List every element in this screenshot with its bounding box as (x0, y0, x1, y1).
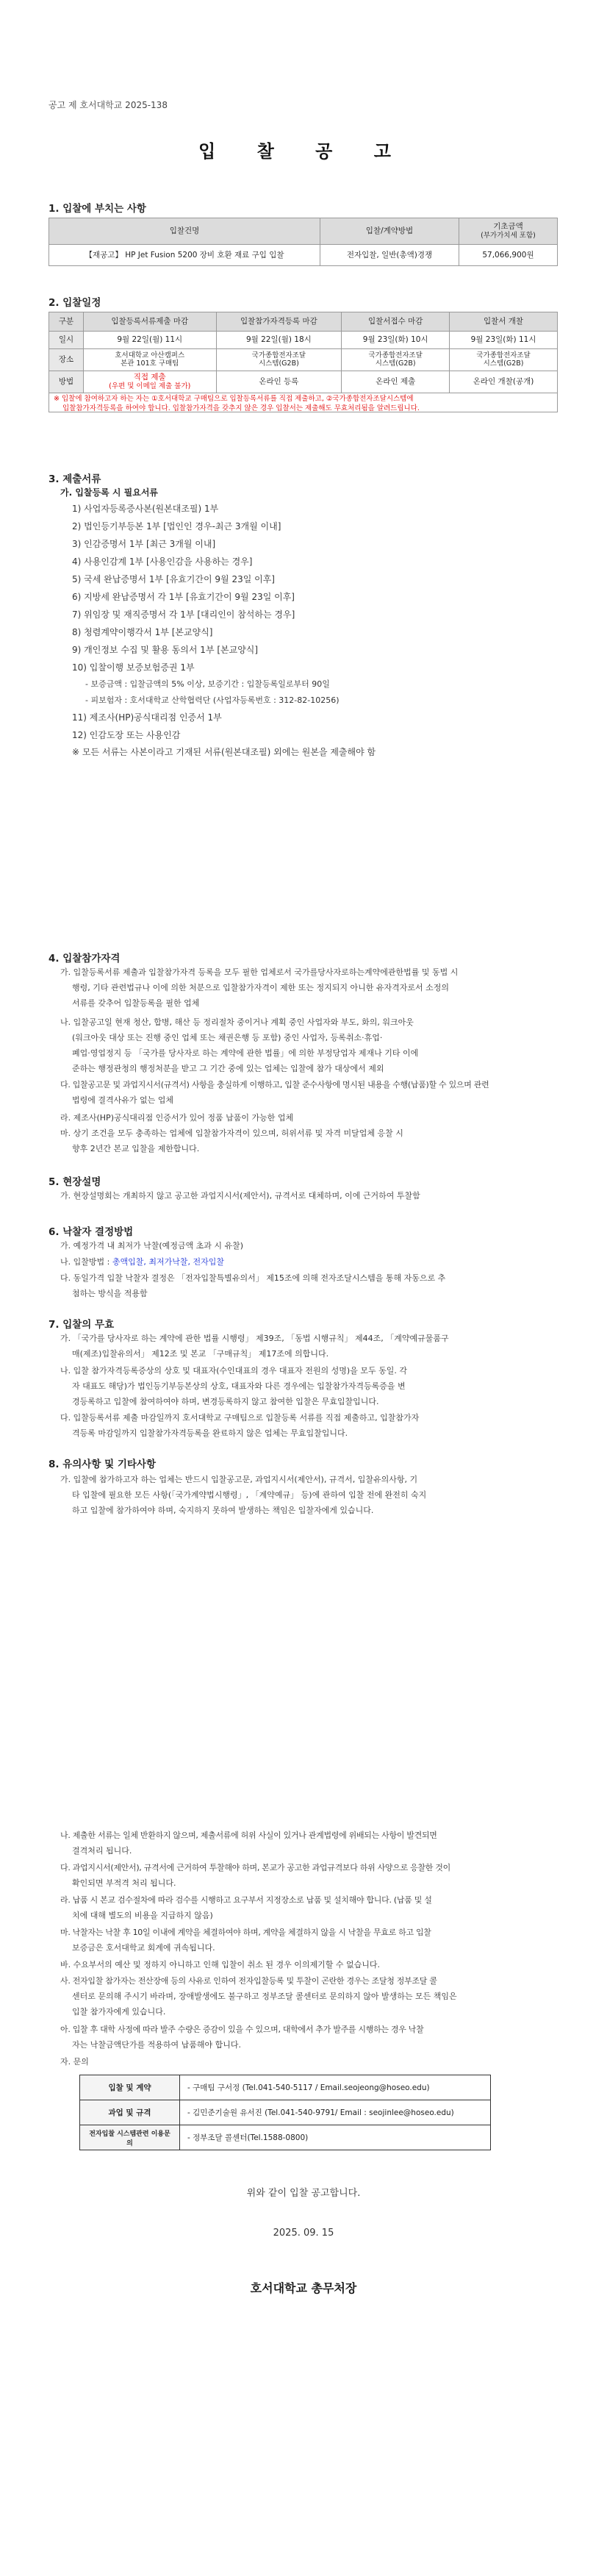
notice-item-ja: 자. 문의 (60, 2057, 89, 2067)
issuer-signature: 호서대학교 총무처장 (250, 2281, 357, 2295)
notice-date: 2025. 09. 15 (273, 2228, 334, 2239)
contact-label: 전자입찰 시스템관련 이용문의 (80, 2125, 180, 2150)
schedule-date-bond: 9월 22일(월) 18시 (216, 332, 342, 349)
schedule-date-bid: 9월 23일(화) 10시 (342, 332, 450, 349)
schedule-note-line1: ※ 입찰에 참여하고자 하는 자는 ①호서대학교 구매팀으로 입찰등록서류를 직접 제출하고, ②국가종합전자조달시스템에 (54, 395, 414, 403)
bid-item-table (49, 218, 558, 266)
doc-item: 5) 국세 완납증명서 1부 [유효기간이 9월 23일 이후] (72, 574, 275, 584)
schedule-row-date-label: 일시 (49, 332, 84, 349)
doc-item: 1) 사업자등록증사본(원본대조필) 1부 (72, 504, 219, 514)
award-method-value: 총액입찰, 최저가낙찰, 전자입찰 (112, 1257, 224, 1267)
notice-item-na: 나. 제출한 서류는 일체 반환하지 않으며, 제출서류에 허위 사실이 있거나 관계법령에 위배되는 사항이 발견되면 결격처리 됩니다. (60, 1831, 437, 1856)
notice-item-ra: 라. 납품 시 본교 검수절차에 따라 검수를 시행하고 요구부서 지정장소로 납품 및 설치해야 합니다. (납품 및 설 치에 대해 별도의 비용을 지급하지 않음) (60, 1895, 432, 1920)
section-8-heading: 8. 유의사항 및 기타사항 (49, 1459, 156, 1470)
doc-item: 8) 청렴계약이행각서 1부 [본교양식] (72, 627, 213, 637)
notice-item-ma: 마. 낙찰자는 낙찰 후 10일 이내에 계약을 체결하여야 하며, 계약을 체결하지 않을 시 낙찰을 무효로 하고 입찰 보증금은 호서대학교 회계에 귀속됩니다. (60, 1928, 431, 1953)
bid-item-name: 【재공고】 HP Jet Fusion 5200 장비 호환 재료 구입 입찰 (49, 245, 320, 266)
bid-item-method: 전자입찰, 일반(총액)경쟁 (320, 245, 459, 266)
section-3-subheading: 가. 입찰등록 시 필요서류 (60, 487, 159, 498)
doc-item: 3) 인감증명서 1부 [최근 3개월 이내] (72, 539, 216, 549)
schedule-header-div: 구분 (49, 312, 84, 332)
section-7-heading: 7. 입찰의 무효 (49, 1319, 115, 1331)
doc-item: 10) 입찰이행 보증보험증권 1부 (72, 662, 195, 673)
col-header-price (459, 218, 558, 245)
schedule-note-line2: 입찰참가자격등록을 하여야 합니다. 입찰참가자격을 갖추지 않은 경우 입찰서는 제출해도 무효처리됨을 알려드립니다. (62, 404, 420, 412)
schedule-place-bid: 국가종합전자조달 시스템(G2B) (342, 349, 450, 371)
schedule-table (49, 312, 558, 393)
contact-table (79, 2075, 491, 2150)
award-item-ga: 가. 예정가격 내 최저가 낙찰(예정금액 초과 시 유찰) (60, 1241, 244, 1251)
schedule-place-bond: 국가종합전자조달 시스템(G2B) (216, 349, 342, 371)
section-1-heading: 1. 입찰에 부치는 사항 (49, 203, 146, 215)
doc-item-certificate: 11) 제조사(HP)공식대리점 인증서 1부 (72, 712, 222, 723)
schedule-note (49, 393, 558, 412)
bond-insured: - 피보험자 : 호서대학교 산학협력단 (사업자등록번호 : 312-82-10256) (85, 695, 340, 705)
contact-label: 과업 및 규격 (80, 2100, 180, 2125)
invalid-item-na: 나. 입찰 참가자격등록증상의 상호 및 대표자(수인대표의 경우 대표자 전원의 성명)을 모두 동일. 각 자 대표도 해당)가 법인등기부등본상의 상호, 대표자와 다른 경우에는 입찰참가자격등록증을 변 경등록하고 입찰에 참여하여야 하며, 변경등록하지 않고 참여한 입찰은 무효입찰입니다. (60, 1366, 407, 1406)
col-header-name: 입찰건명 (49, 218, 320, 245)
schedule-header-bid: 입찰서접수 마감 (342, 312, 450, 332)
award-item-na: 나. 입찰방법 : 총액입찰, 최저가낙찰, 전자입찰 (60, 1257, 224, 1267)
invalid-item-ga: 가. 「국가를 당사자로 하는 계약에 관한 법률 시행령」 제39조, 「동법 시행규칙」 제44조, 「계약예규물품구 매(제조)입찰유의서」 제12조 및 본교 「구매규칙」 제17조에 의합니다. (60, 1334, 449, 1359)
contact-row (80, 2075, 491, 2100)
schedule-row-method-label: 방법 (49, 371, 84, 393)
contact-label: 입찰 및 계약 (80, 2075, 180, 2100)
closing-statement: 위와 같이 입찰 공고합니다. (246, 2188, 361, 2199)
schedule-method-reg: 직접 제출 (우편 및 이메일 제출 불가) (84, 371, 217, 393)
briefing-item-ga: 가. 현장설명회는 개최하지 않고 공고한 과업지시서(제안서), 규격서로 대체하며, 이에 근거하여 투찰함 (60, 1191, 420, 1201)
invalid-item-da: 다. 입찰등록서류 제출 마감일까지 호서대학교 구매팀으로 입찰등록 서류를 직접 제출하고, 입찰참가자 격등록 마감일까지 입찰참가자격등록을 완료하지 않은 업체는 무효입찰입니다. (60, 1413, 420, 1438)
section-5-heading: 5. 현장설명 (49, 1176, 101, 1188)
col-header-method: 입찰/계약방법 (320, 218, 459, 245)
doc-item: 6) 지방세 완납증명서 각 1부 [유효기간이 9월 23일 이후] (72, 592, 295, 602)
qual-item-ga: 가. 입찰등록서류 제출과 입찰참가자격 등록을 모두 필한 업체로서 국가를당사자로하는계약에관한법률 및 동법 시 행령, 기타 관련법규나 이에 의한 처분으로 입찰참가자격이 제한 또는 정지되지 아니한 유자격자로서 소정의 서류를 갖추어 입찰등록을 필한 업체 (60, 967, 459, 1008)
award-item-da: 다. 동일가격 입찰 낙찰자 결정은 「전자입찰특별유의서」 제15조에 의해 전자조달시스템을 통해 자동으로 추 첨하는 방식을 적용함 (60, 1273, 446, 1298)
doc-item-seal: 12) 인감도장 또는 사용인감 (72, 730, 181, 740)
schedule-date-open: 9월 23일(화) 11시 (450, 332, 558, 349)
schedule-date-reg: 9월 22일(월) 11시 (84, 332, 217, 349)
schedule-row-place-label: 장소 (49, 349, 84, 371)
doc-item: 7) 위임장 및 재직증명서 각 1부 [대리인이 참석하는 경우] (72, 609, 295, 620)
contact-value: - 정부조달 콜센터(Tel.1588-0800) (180, 2125, 491, 2150)
doc-item: 9) 개인정보 수집 및 활용 동의서 1부 [본교양식] (72, 645, 259, 655)
schedule-header-open: 입찰서 개찰 (450, 312, 558, 332)
contact-row (80, 2100, 491, 2125)
section-6-heading: 6. 낙찰자 결정방법 (49, 1226, 134, 1238)
schedule-header-bond: 입찰참가자격등록 마감 (216, 312, 342, 332)
schedule-method-bid: 온라인 제출 (342, 371, 450, 393)
page-title: 입 찰 공 고 (198, 141, 409, 162)
schedule-place-reg: 호서대학교 아산캠퍼스 본관 101호 구매팀 (84, 349, 217, 371)
section-3-heading: 3. 제출서류 (49, 473, 101, 485)
qual-item-na: 나. 입찰공고일 현재 청산, 합병, 해산 등 정리절차 중이거나 계획 중인 사업자와 부도, 화의, 워크아웃 (워크아웃 대상 또는 진행 중인 업체 또는 채권은행 등 포함) 중인 사업자, 등록취소·휴업· 폐업·영업정지 등 「국가를 당사자로 하는 계약에 관한 법률」에 의한 부정당업자 제재나 기타 이에 준하는 행정관청의 행정처분을 받고 그 기간 중에 있는 업체는 입찰에 참가 대상에서 제외 (60, 1017, 419, 1073)
qual-item-ra: 라. 제조사(HP)공식대리점 인증서가 있어 정품 납품이 가능한 업체 (60, 1113, 294, 1123)
notice-item-ba: 바. 수요부서의 예산 및 정하지 아니하고 인해 입찰이 취소 된 경우 이의제기할 수 없습니다. (60, 1960, 380, 1969)
doc-item: 2) 법인등기부등본 1부 [법인인 경우-최근 3개월 이내] (72, 521, 281, 532)
col-header-price-line2: (부가가치세 포함) (481, 232, 536, 240)
schedule-place-open: 국가종합전자조달 시스템(G2B) (450, 349, 558, 371)
bond-amount: - 보증금액 : 입찰금액의 5% 이상, 보증기간 : 입찰등록일로부터 90일 (85, 679, 330, 689)
col-header-price-line1: 기초금액 (493, 222, 523, 231)
section-2-heading: 2. 입찰일정 (49, 297, 101, 309)
schedule-header-reg: 입찰등록서류제출 마감 (84, 312, 217, 332)
doc-remark: ※ 모든 서류는 사본이라고 기재된 서류(원본대조필) 외에는 원본을 제출해야 함 (72, 747, 376, 757)
contact-row (80, 2125, 491, 2150)
schedule-method-open: 온라인 개찰(공개) (450, 371, 558, 393)
contact-value: - 구매팀 구서정 (Tel.041-540-5117 / Email.seojeong@hoseo.edu) (180, 2075, 491, 2100)
qual-item-ma: 마. 상기 조건을 모두 충족하는 업체에 입찰참가자격이 있으며, 허위서류 및 자격 미달업체 응찰 시 향후 2년간 본교 입찰을 제한합니다. (60, 1128, 403, 1153)
doc-number: 공고 제 호서대학교 2025-138 (49, 100, 168, 110)
notice-item-a: 아. 입찰 후 대학 사정에 따라 발주 수량은 증감이 있을 수 있으며, 대학에서 추가 발주를 시행하는 경우 낙찰 자는 낙찰금액단가를 적용하여 납품해야 합니다. (60, 2025, 424, 2050)
section-4-heading: 4. 입찰참가자격 (49, 953, 121, 965)
qual-item-da: 다. 입찰공고문 및 과업지시서(규격서) 사항을 충실하게 이행하고, 입찰 준수사항에 명시된 내용을 수행(납품)할 수 있으며 관련 법령에 결격사유가 없는 업체 (60, 1080, 489, 1105)
notice-item-ga: 가. 입찰에 참가하고자 하는 업체는 반드시 입찰공고문, 과업지시서(제안서), 규격서, 입찰유의사항, 기 타 입찰에 필요한 모든 사항(「국가계약법시행령」, 「계약예규」 등)에 관하여 입찰 전에 완전히 숙지 하고 입찰에 참가하여야 하며, 숙지하지 못하여 발생하는 책임은 입찰자에게 있습니다. (60, 1475, 427, 1515)
notice-item-da: 다. 과업지시서(제안서), 규격서에 근거하여 투찰해야 하며, 본교가 공고한 과업규격보다 하위 사양으로 응찰한 것이 확인되면 부적격 처리 됩니다. (60, 1863, 450, 1888)
schedule-method-bond: 온라인 등록 (216, 371, 342, 393)
notice-item-sa: 사. 전자입찰 참가자는 전산장애 등의 사유로 인하여 전자입찰등록 및 투찰이 곤란한 경우는 조달청 정부조달 콜 센터로 문의해 주시기 바라며, 장애발생에도 불구하고 정부조달 콜센터로 문의하지 않아 발생하는 모든 책임은 입찰 참가자에게 있습니다. (60, 1976, 457, 2017)
contact-value: - 김민준기술원 유서진 (Tel.041-540-9791/ Email : seojinlee@hoseo.edu) (180, 2100, 491, 2125)
doc-item: 4) 사용인감계 1부 [사용인감을 사용하는 경우] (72, 557, 253, 567)
bid-item-price: 57,066,900원 (459, 245, 558, 266)
